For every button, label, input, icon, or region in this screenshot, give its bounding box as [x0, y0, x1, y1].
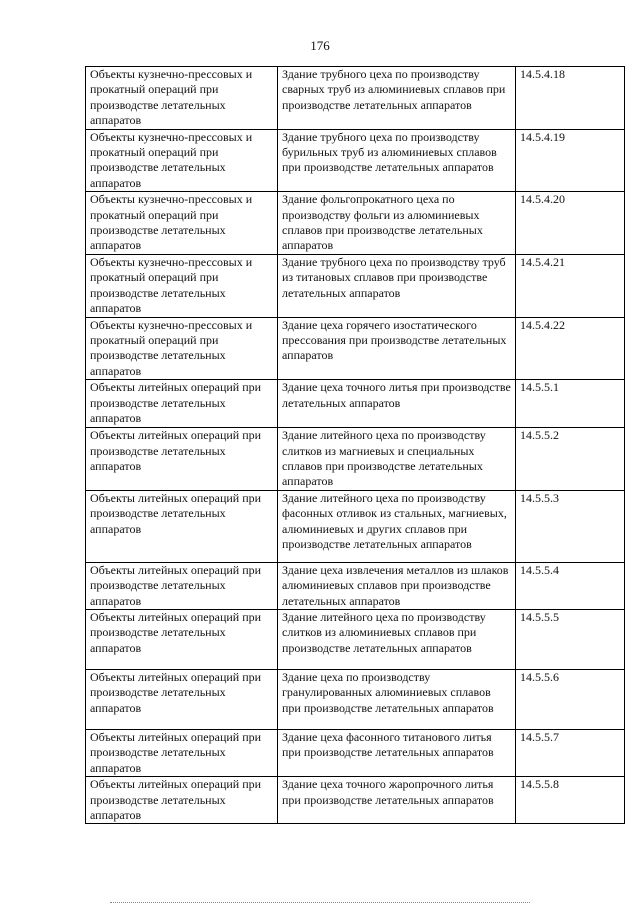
- code-cell: 14.5.5.4: [516, 562, 625, 609]
- building-cell: Здание трубного цеха по производству бурильных труб из алюминиевых сплавов при производстве летательных аппаратов: [278, 129, 516, 192]
- table-row: [86, 254, 625, 317]
- building-cell: Здание литейного цеха по производству фасонных отливок из стальных, магниевых, алюминиевых и других сплавов при производстве летательных аппаратов: [278, 490, 516, 562]
- table-row: [86, 380, 625, 428]
- table-row: [86, 317, 625, 380]
- building-cell: Здание цеха по производству гранулированных алюминиевых сплавов при производстве летательных аппаратов: [278, 669, 516, 729]
- building-cell: Здание цеха извлечения металлов из шлаков алюминиевых сплавов при производстве летательных аппаратов: [278, 562, 516, 609]
- classification-table: [85, 66, 625, 824]
- table-row: [86, 67, 625, 130]
- code-cell: 14.5.4.22: [516, 317, 625, 380]
- code-cell: 14.5.4.21: [516, 254, 625, 317]
- table-row: [86, 609, 625, 669]
- object-cell: Объекты литейных операций при производстве летательных аппаратов: [86, 380, 278, 428]
- code-cell: 14.5.4.19: [516, 129, 625, 192]
- table-row: [86, 729, 625, 776]
- object-cell: Объекты литейных операций при производстве летательных аппаратов: [86, 729, 278, 776]
- page-bottom-edge: [110, 902, 530, 903]
- object-cell: Объекты кузнечно-прессовых и прокатный операций при производстве летательных аппаратов: [86, 317, 278, 380]
- table-row: [86, 777, 625, 824]
- building-cell: Здание цеха горячего изостатического прессования при производстве летательных аппаратов: [278, 317, 516, 380]
- building-cell: Здание фольгопрокатного цеха по производству фольги из алюминиевых сплавов при производстве летательных аппаратов: [278, 192, 516, 255]
- building-cell: Здание литейного цеха по производству слитков из алюминиевых сплавов при производстве летательных аппаратов: [278, 609, 516, 669]
- object-cell: Объекты литейных операций при производстве летательных аппаратов: [86, 490, 278, 562]
- object-cell: Объекты литейных операций при производстве летательных аппаратов: [86, 609, 278, 669]
- code-cell: 14.5.5.6: [516, 669, 625, 729]
- table-row: [86, 192, 625, 255]
- table-row: [86, 669, 625, 729]
- object-cell: Объекты литейных операций при производстве летательных аппаратов: [86, 562, 278, 609]
- building-cell: Здание цеха точного жаропрочного литья при производстве летательных аппаратов: [278, 777, 516, 824]
- building-cell: Здание трубного цеха по производству сварных труб из алюминиевых сплавов при производстве летательных аппаратов: [278, 67, 516, 130]
- page-number: 176: [310, 38, 330, 53]
- object-cell: Объекты кузнечно-прессовых и прокатный операций при производстве летательных аппаратов: [86, 192, 278, 255]
- code-cell: 14.5.5.5: [516, 609, 625, 669]
- building-cell: Здание цеха точного литья при производстве летательных аппаратов: [278, 380, 516, 428]
- object-cell: Объекты литейных операций при производстве летательных аппаратов: [86, 428, 278, 491]
- table-row: [86, 490, 625, 562]
- code-cell: 14.5.5.1: [516, 380, 625, 428]
- code-cell: 14.5.4.20: [516, 192, 625, 255]
- object-cell: Объекты литейных операций при производстве летательных аппаратов: [86, 669, 278, 729]
- code-cell: 14.5.5.8: [516, 777, 625, 824]
- object-cell: Объекты литейных операций при производстве летательных аппаратов: [86, 777, 278, 824]
- table-row: [86, 129, 625, 192]
- object-cell: Объекты кузнечно-прессовых и прокатный операций при производстве летательных аппаратов: [86, 129, 278, 192]
- table-row: [86, 428, 625, 491]
- code-cell: 14.5.5.2: [516, 428, 625, 491]
- code-cell: 14.5.5.7: [516, 729, 625, 776]
- object-cell: Объекты кузнечно-прессовых и прокатный операций при производстве летательных аппаратов: [86, 67, 278, 130]
- code-cell: 14.5.5.3: [516, 490, 625, 562]
- table-row: [86, 562, 625, 609]
- object-cell: Объекты кузнечно-прессовых и прокатный операций при производстве летательных аппаратов: [86, 254, 278, 317]
- code-cell: 14.5.4.18: [516, 67, 625, 130]
- table-body: [86, 67, 625, 824]
- building-cell: Здание цеха фасонного титанового литья при производстве летательных аппаратов: [278, 729, 516, 776]
- building-cell: Здание трубного цеха по производству труб из титановых сплавов при производстве летательных аппаратов: [278, 254, 516, 317]
- building-cell: Здание литейного цеха по производству слитков из магниевых и специальных сплавов при производстве летательных аппаратов: [278, 428, 516, 491]
